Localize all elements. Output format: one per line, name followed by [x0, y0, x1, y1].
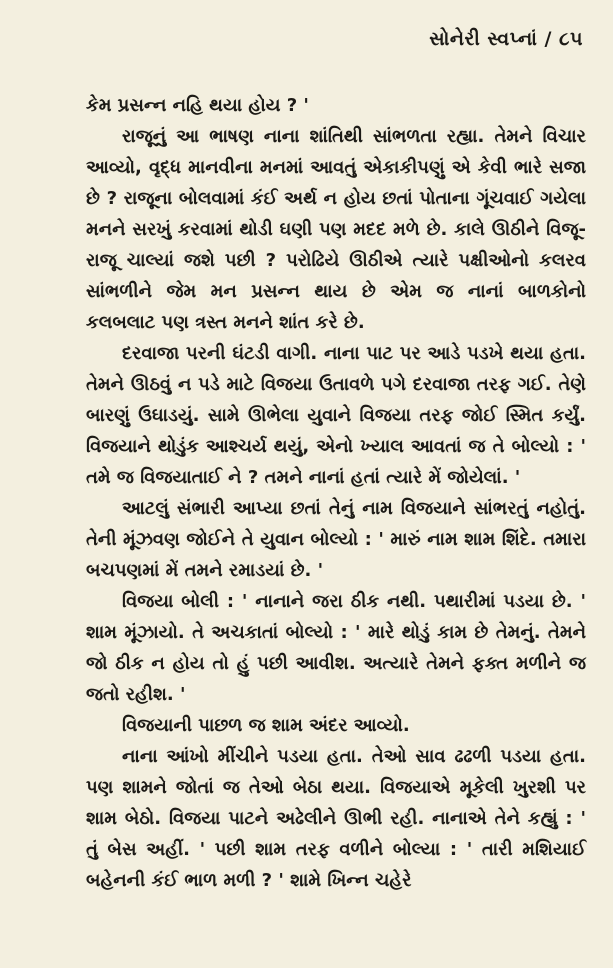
paragraph: વિજયા બોલી : ' નાનાને જરા ઠીક નથી. પથારીમાં પડયા છે. ' શામ મૂંઝાયો. તે અચકાતાં બોલ્યો : ' મારે થોડું કામ છે તેમનું. તેમને જો ઠીક ન હોય તો હું પછી આવીશ. અત્યારે તેમને ફક્ત મળીને જ જતો રહીશ. ': [86, 591, 586, 705]
paragraph: કેમ પ્રસન્ન નહિ થયા હોય ? ': [86, 95, 309, 116]
paragraph: રાજૂનું આ ભાષણ નાના શાંતિથી સાંભળતા રહ્યા. તેમને વિચાર આવ્યો, વૃદ્ધ માનવીના મનમાં આવતું એકાકીપણું એ કેવી ભારે સજા છે ? રાજૂના બોલવામાં કંઈ અર્થ ન હોય છતાં પોતાના ગૂંચવાઈ ગયેલા મનને સરખું કરવામાં થોડી ઘણી પણ મદદ મળે છે. કાલે ઊઠીને વિજૂ-રાજૂ ચાલ્યાં જશે પછી ? પરોઢિયે ઊઠીએ ત્યારે પક્ષીઓનો કલરવ સાંભળીને જેમ મન પ્રસન્ન થાય છે એમ જ નાનાં બાળકોનો કલબલાટ પણ ત્રસ્ત મનને શાંત કરે છે.: [86, 126, 586, 333]
paragraph: દરવાજા પરની ઘંટડી વાગી. નાના પાટ પર આડે પડખે થયા હતા. તેમને ઊઠવું ન પડે માટે વિજયા ઉતાવળે પગે દરવાજા તરફ ગઈ. તેણે બારણું ઉઘાડયું. સામે ઊભેલા યુવાને વિજયા તરફ જોઈ સ્મિત કર્યું. વિજયાને થોડુંક આશ્ચર્ય થયું, એનો ખ્યાલ આવતાં જ તે બોલ્યો : ' તમે જ વિજયાતાઈ ને ? તમને નાનાં હતાં ત્યારે મેં જોયેલાં. ': [86, 343, 586, 488]
paragraph: વિજયાની પાછળ જ શામ અંદર આવ્યો.: [122, 715, 410, 736]
running-header: સોનેરી સ્વપ્નાં / ૮૫: [429, 28, 583, 50]
page-body: [86, 90, 586, 896]
paragraph: આટલું સંભારી આપ્યા છતાં તેનું નામ વિજયાને સાંભરતું નહોતું. તેની મૂંઝવણ જોઈને તે યુવાન બોલ્યો : ' મારું નામ શામ શિંદે. તમારા બચપણમાં મેં તમને રમાડયાં છે. ': [86, 498, 586, 581]
paragraph: નાના આંખો મીંચીને પડયા હતા. તેઓ સાવ ઢઢળી પડયા હતા. પણ શામને જોતાં જ તેઓ બેઠા થયા. વિજયાએ મૂકેલી ખુરશી પર શામ બેઠો. વિજયા પાટને અઢેલીને ઊભી રહી. નાનાએ તેને કહ્યું : ' તું બેસ અહીં. ' પછી શામ તરફ વળીને બોલ્યા : ' તારી મશિયાઈ બહેનની કંઈ ભાળ મળી ? ' શામે ખિન્ન ચહેરે: [86, 746, 586, 891]
